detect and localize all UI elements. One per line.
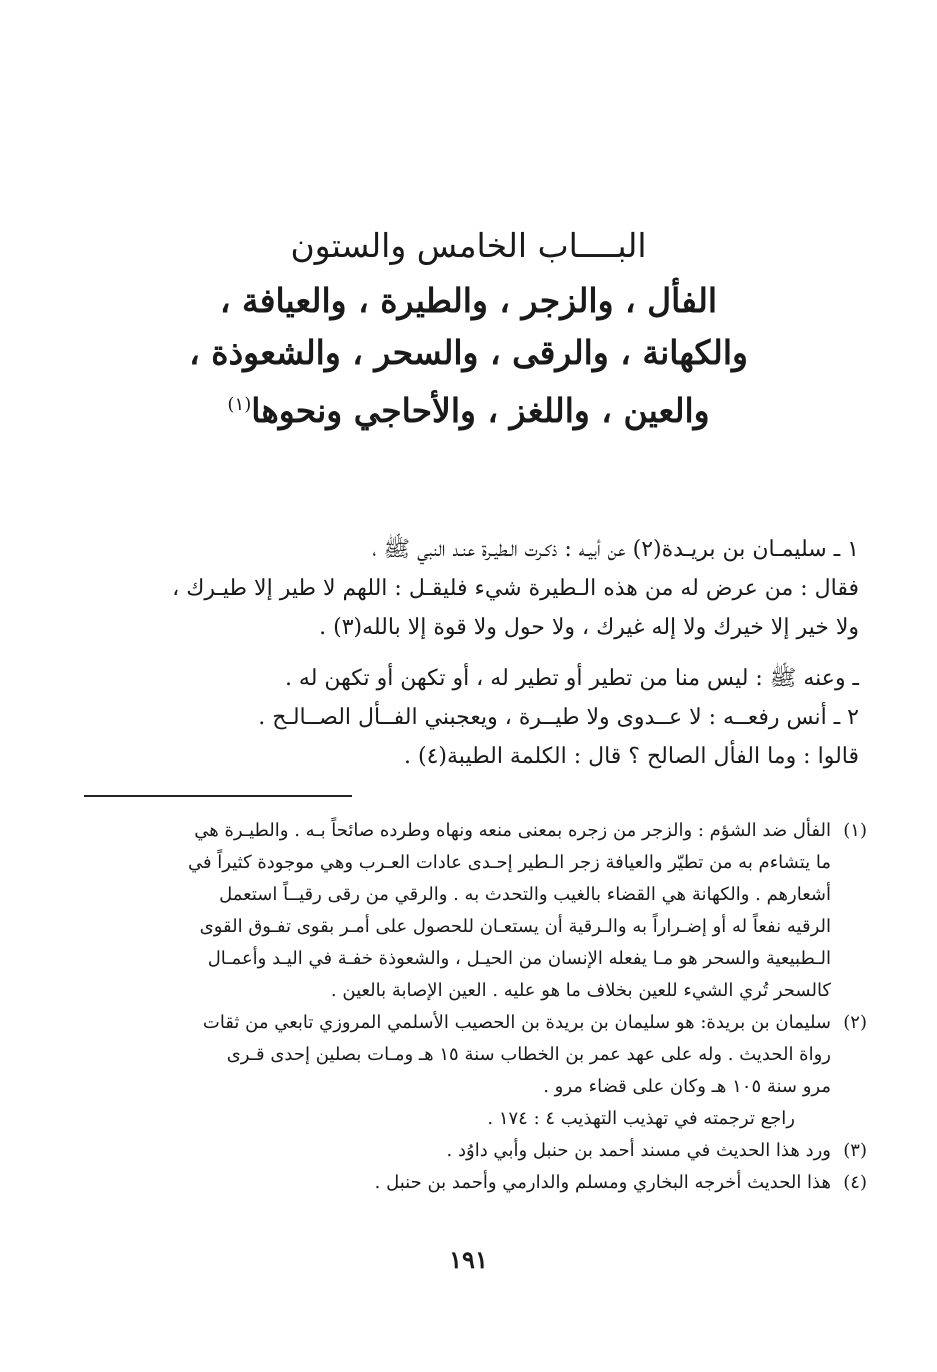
text-line: فقال : من عرض له من هذه الـطيرة شيء فليقـل : اللهم لا طير إلا طيـرك ، <box>172 576 859 601</box>
chapter-title-line-text: والعين ، واللغز ، والأحاجي ونحوها <box>251 391 710 430</box>
footnote-line: ما يتشاءم به من تطيّر والعيافة زجر الـطير إحـدى عادات العـرب وهي موجودة كثيراً في <box>187 852 831 873</box>
footnote-line: هذا الحديث أخرجه البخاري ومسلم والدارمي وأحمد بن حنبل . <box>374 1172 831 1193</box>
footnote-4 <box>70 1167 867 1199</box>
footnote-text <box>70 1167 831 1199</box>
footnote-number: (٣) <box>843 1140 867 1161</box>
footnote-number: (٤) <box>843 1172 867 1193</box>
page-number: ١٩١ <box>449 1245 488 1274</box>
footnote-reference: (١) <box>227 394 252 415</box>
footnote-line: ورد هذا الحديث في مسند أحمد بن حنبل وأبي داوُد . <box>446 1140 831 1161</box>
chapter-title-line <box>140 379 797 437</box>
footnote-number: (٢) <box>843 1012 867 1033</box>
footnote-line: الـطبيعية والسحر هو مـا يفعله الإنسان من الحيـل ، والشعوذة خفـة في اليـد وأعمـال <box>207 948 831 969</box>
text-line: ٢ ـ أنس رفعــه : لا عــدوى ولا طيــرة ، ويعجبني الفــأل الصــالـح . <box>258 705 859 730</box>
footnote-line: أشعارهم . والكهانة هي القضاء بالغيب والتحدث به . والرقي من رقى رقيــاً استعمل <box>219 884 831 905</box>
footnote-text <box>70 1135 831 1167</box>
text-line: ولا خير إلا خيرك ولا إله غيرك ، ولا حول ولا قوة إلا بالله(٣) . <box>319 615 859 640</box>
footnote-3 <box>70 1135 867 1167</box>
chapter-heading: البــــاب الخامس والستون <box>290 226 647 265</box>
chapter-title <box>140 275 797 437</box>
footnote-2 <box>70 1007 867 1135</box>
main-text <box>150 530 859 776</box>
footnote-line: مرو سنة ١٠٥ هـ وكان على قضاء مرو . <box>543 1076 831 1097</box>
footnote-text <box>70 815 831 1007</box>
footnote-line: كالسحر تُري الشيء للعين بخلاف ما هو عليه . العين الإصابة بالعين . <box>330 980 831 1001</box>
chapter-header <box>140 226 797 437</box>
footnote-1 <box>70 815 867 1007</box>
footnote-line: رواة الحديث . وله على عهد عمر بن الخطاب سنة ١٥ هـ ومـات بصلين إحدى قـرى <box>226 1044 831 1065</box>
text-line: قالوا : وما الفأل الصالح ؟ قال : الكلمة الطيبة(٤) . <box>404 744 859 769</box>
text-line: ـ وعنه ﷺ : ليس منا من تطير أو تطير له ، أو تكهن أو تكهن له . <box>284 666 859 691</box>
footnote-line: راجع ترجمته في تهذيب التهذيب ٤ : ١٧٤ . <box>487 1108 795 1129</box>
footnote-line: سليمان بن بريدة: هو سليمان بن بريدة بن الحصيب الأسلمي المروزي تابعي من ثقات <box>202 1012 831 1033</box>
footnote-separator <box>84 795 352 797</box>
footnote-line: الرقيه نفعاً له أو إضـراراً به والـرقية أن يستعـان للحصول على أمـر بقوى تفـوق القوى <box>199 916 831 937</box>
footnote-number: (١) <box>843 820 867 841</box>
chapter-title-line: الفأل ، والزجر ، والطيرة ، والعيافة ، <box>219 281 718 320</box>
text-line: ١ ـ سليمـان بن بريـدة(٢) عن أبيـه : ذكـرت الـطيـرة عنـد النبي ﷺ ، <box>372 537 859 562</box>
footnote-line: الفأل ضد الشؤم : والزجر من زجره بمعنى منعه ونهاه وطرده صائحاً بـه . والطيـرة هي <box>194 820 831 841</box>
footnotes <box>70 815 867 1199</box>
footnote-text <box>70 1007 831 1135</box>
chapter-title-line: والكهانة ، والرقى ، والسحر ، والشعوذة ، <box>189 333 748 372</box>
